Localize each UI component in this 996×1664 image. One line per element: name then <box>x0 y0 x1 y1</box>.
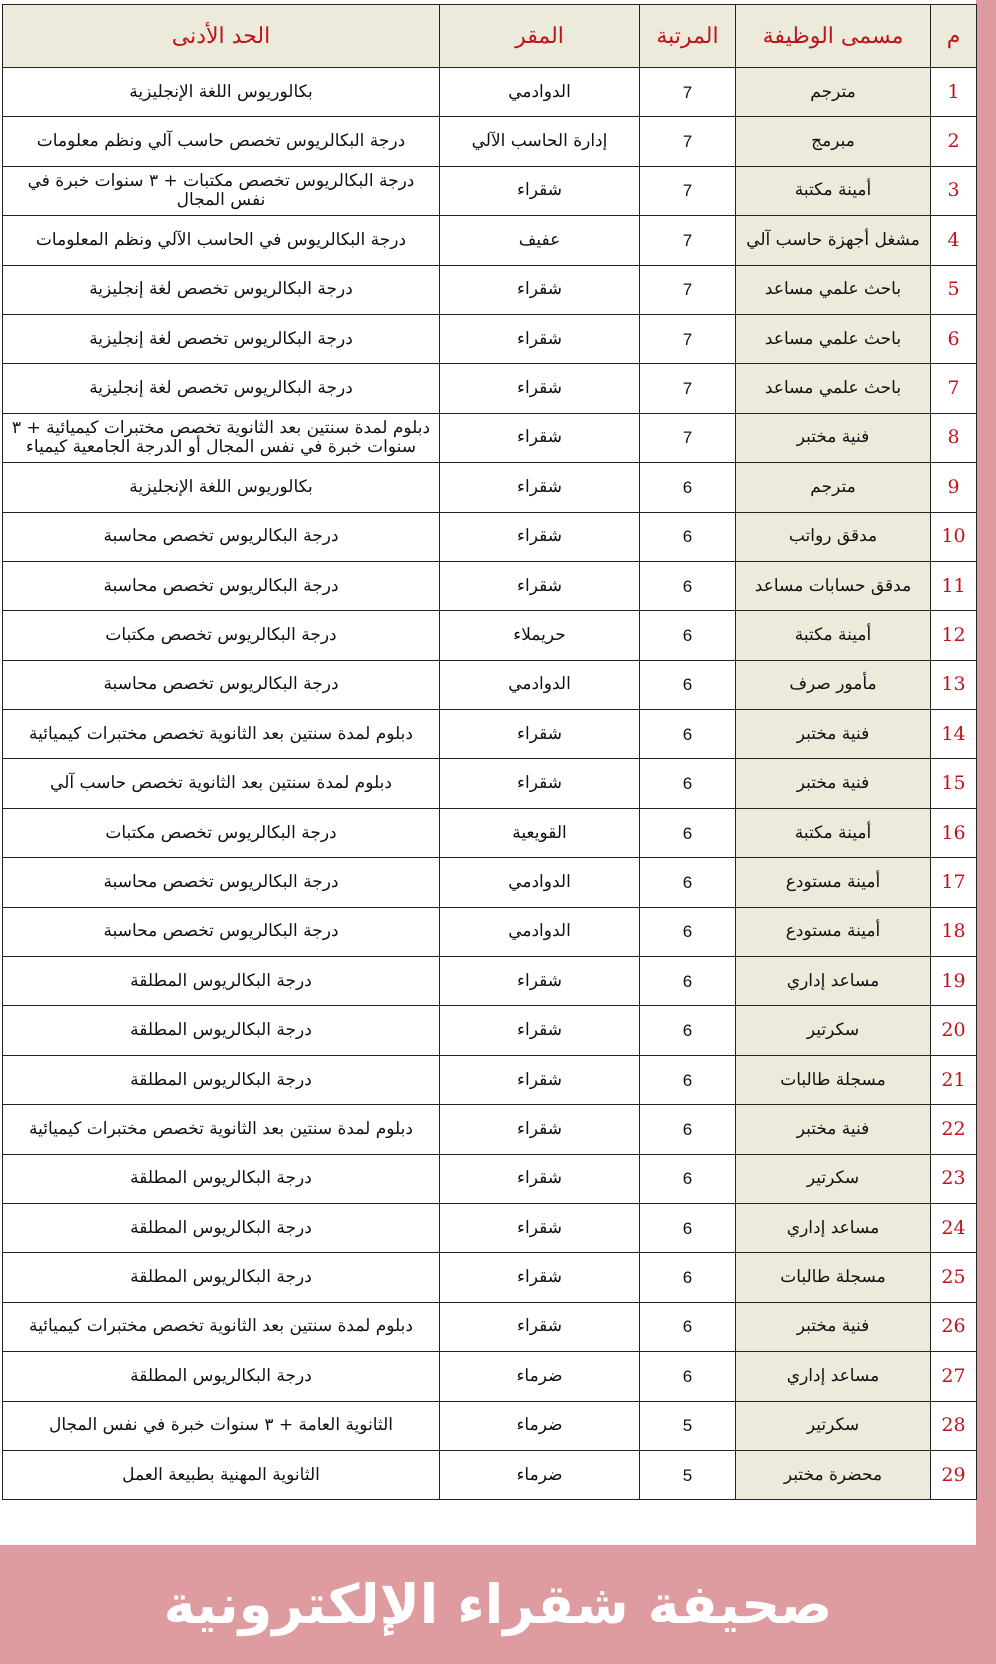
cell-num: 15 <box>931 759 977 808</box>
cell-job-title: مشغل أجهزة حاسب آلي <box>736 216 931 265</box>
cell-job-title: مدقق حسابات مساعد <box>736 561 931 610</box>
cell-location: شقراء <box>440 1006 640 1055</box>
cell-num: 9 <box>931 463 977 512</box>
table-row <box>3 1302 977 1351</box>
cell-location: عفيف <box>440 216 640 265</box>
cell-num: 29 <box>931 1450 977 1499</box>
cell-num: 2 <box>931 117 977 166</box>
cell-location: شقراء <box>440 710 640 759</box>
table-row <box>3 1203 977 1252</box>
table-row <box>3 710 977 759</box>
cell-minimum-requirement: درجة البكالريوس تخصص لغة إنجليزية <box>3 265 440 314</box>
cell-job-title: سكرتير <box>736 1401 931 1450</box>
cell-num: 10 <box>931 512 977 561</box>
table-header-row <box>3 5 977 68</box>
cell-location: شقراء <box>440 1203 640 1252</box>
cell-rank: 6 <box>640 1055 736 1104</box>
cell-job-title: سكرتير <box>736 1154 931 1203</box>
cell-rank: 6 <box>640 463 736 512</box>
cell-job-title: مأمور صرف <box>736 660 931 709</box>
cell-location: الدوادمي <box>440 858 640 907</box>
header-rank: المرتبة <box>640 5 736 68</box>
cell-job-title: مدقق رواتب <box>736 512 931 561</box>
cell-num: 8 <box>931 413 977 462</box>
table-row <box>3 907 977 956</box>
table-row <box>3 660 977 709</box>
cell-minimum-requirement: درجة البكالريوس تخصص محاسبة <box>3 907 440 956</box>
cell-rank: 7 <box>640 117 736 166</box>
cell-job-title: مبرمج <box>736 117 931 166</box>
header-location: المقر <box>440 5 640 68</box>
cell-num: 18 <box>931 907 977 956</box>
table-row <box>3 1006 977 1055</box>
cell-job-title: مساعد إداري <box>736 957 931 1006</box>
table-row <box>3 314 977 363</box>
cell-minimum-requirement: درجة البكالريوس تخصص لغة إنجليزية <box>3 364 440 413</box>
cell-location: ضرماء <box>440 1450 640 1499</box>
cell-location: القويعية <box>440 808 640 857</box>
cell-location: شقراء <box>440 1302 640 1351</box>
cell-num: 22 <box>931 1105 977 1154</box>
cell-job-title: أمينة مستودع <box>736 907 931 956</box>
header-num: م <box>931 5 977 68</box>
cell-rank: 6 <box>640 710 736 759</box>
cell-location: شقراء <box>440 364 640 413</box>
cell-job-title: فنية مختبر <box>736 1302 931 1351</box>
table-row <box>3 68 977 117</box>
cell-location: شقراء <box>440 561 640 610</box>
table-row <box>3 364 977 413</box>
table-row <box>3 957 977 1006</box>
table-row <box>3 759 977 808</box>
cell-rank: 6 <box>640 759 736 808</box>
cell-minimum-requirement: درجة البكالريوس المطلقة <box>3 1006 440 1055</box>
cell-rank: 6 <box>640 611 736 660</box>
cell-location: شقراء <box>440 512 640 561</box>
cell-minimum-requirement: درجة البكالريوس المطلقة <box>3 1203 440 1252</box>
cell-job-title: باحث علمي مساعد <box>736 364 931 413</box>
cell-location: الدوادمي <box>440 907 640 956</box>
cell-location: شقراء <box>440 413 640 462</box>
cell-rank: 7 <box>640 364 736 413</box>
cell-rank: 7 <box>640 216 736 265</box>
cell-num: 25 <box>931 1253 977 1302</box>
cell-job-title: مساعد إداري <box>736 1352 931 1401</box>
cell-num: 4 <box>931 216 977 265</box>
cell-rank: 6 <box>640 1105 736 1154</box>
pink-side-border <box>976 0 996 1545</box>
cell-num: 20 <box>931 1006 977 1055</box>
cell-rank: 6 <box>640 660 736 709</box>
cell-rank: 6 <box>640 512 736 561</box>
table-row <box>3 512 977 561</box>
cell-rank: 6 <box>640 1154 736 1203</box>
cell-location: شقراء <box>440 1154 640 1203</box>
header-minimum-requirement: الحد الأدنى <box>3 5 440 68</box>
cell-location: شقراء <box>440 463 640 512</box>
cell-minimum-requirement: درجة البكالريوس تخصص محاسبة <box>3 512 440 561</box>
cell-location: شقراء <box>440 314 640 363</box>
cell-location: شقراء <box>440 1105 640 1154</box>
cell-minimum-requirement: درجة البكالريوس تخصص لغة إنجليزية <box>3 314 440 363</box>
cell-job-title: سكرتير <box>736 1006 931 1055</box>
cell-job-title: فنية مختبر <box>736 413 931 462</box>
cell-num: 13 <box>931 660 977 709</box>
cell-location: شقراء <box>440 265 640 314</box>
cell-rank: 5 <box>640 1450 736 1499</box>
cell-location: ضرماء <box>440 1352 640 1401</box>
cell-job-title: أمينة مكتبة <box>736 166 931 215</box>
cell-minimum-requirement: الثانوية المهنية بطبيعة العمل <box>3 1450 440 1499</box>
cell-job-title: فنية مختبر <box>736 1105 931 1154</box>
table-row <box>3 1154 977 1203</box>
cell-job-title: مسجلة طالبات <box>736 1055 931 1104</box>
table-row <box>3 1352 977 1401</box>
table-row <box>3 1105 977 1154</box>
cell-rank: 6 <box>640 1253 736 1302</box>
cell-job-title: فنية مختبر <box>736 710 931 759</box>
cell-num: 23 <box>931 1154 977 1203</box>
cell-minimum-requirement: درجة البكالريوس تخصص حاسب آلي ونظم معلومات <box>3 117 440 166</box>
cell-num: 16 <box>931 808 977 857</box>
table-row <box>3 463 977 512</box>
table-row <box>3 561 977 610</box>
table-row <box>3 858 977 907</box>
cell-minimum-requirement: دبلوم لمدة سنتين بعد الثانوية تخصص مختبرات كيميائية + ٣ سنوات خبرة في نفس المجال أو الدرجة الجامعية كيمياء <box>3 413 440 462</box>
cell-minimum-requirement: دبلوم لمدة سنتين بعد الثانوية تخصص حاسب آلي <box>3 759 440 808</box>
cell-rank: 7 <box>640 413 736 462</box>
cell-rank: 7 <box>640 166 736 215</box>
cell-location: شقراء <box>440 957 640 1006</box>
cell-job-title: مسجلة طالبات <box>736 1253 931 1302</box>
cell-minimum-requirement: بكالوريوس اللغة الإنجليزية <box>3 68 440 117</box>
cell-job-title: أمينة مستودع <box>736 858 931 907</box>
cell-job-title: فنية مختبر <box>736 759 931 808</box>
cell-rank: 6 <box>640 1006 736 1055</box>
cell-num: 1 <box>931 68 977 117</box>
cell-num: 3 <box>931 166 977 215</box>
cell-job-title: باحث علمي مساعد <box>736 314 931 363</box>
cell-rank: 5 <box>640 1401 736 1450</box>
cell-minimum-requirement: درجة البكالريوس المطلقة <box>3 957 440 1006</box>
cell-location: شقراء <box>440 166 640 215</box>
footer-newspaper-name: صحيفة شقراء الإلكترونية <box>163 1573 833 1636</box>
cell-minimum-requirement: درجة البكالريوس المطلقة <box>3 1055 440 1104</box>
cell-job-title: أمينة مكتبة <box>736 808 931 857</box>
cell-location: إدارة الحاسب الآلي <box>440 117 640 166</box>
cell-location: ضرماء <box>440 1401 640 1450</box>
cell-rank: 6 <box>640 957 736 1006</box>
cell-num: 6 <box>931 314 977 363</box>
cell-rank: 6 <box>640 858 736 907</box>
cell-num: 5 <box>931 265 977 314</box>
cell-job-title: محضرة مختبر <box>736 1450 931 1499</box>
cell-location: شقراء <box>440 759 640 808</box>
cell-minimum-requirement: درجة البكالريوس المطلقة <box>3 1352 440 1401</box>
cell-minimum-requirement: دبلوم لمدة سنتين بعد الثانوية تخصص مختبرات كيميائية <box>3 710 440 759</box>
jobs-table <box>2 4 977 1500</box>
cell-rank: 7 <box>640 265 736 314</box>
cell-minimum-requirement: درجة البكالريوس تخصص محاسبة <box>3 660 440 709</box>
cell-num: 21 <box>931 1055 977 1104</box>
cell-minimum-requirement: درجة البكالريوس في الحاسب الآلي ونظم المعلومات <box>3 216 440 265</box>
table-row <box>3 1253 977 1302</box>
cell-rank: 6 <box>640 561 736 610</box>
cell-rank: 7 <box>640 314 736 363</box>
cell-rank: 6 <box>640 1352 736 1401</box>
table-row <box>3 413 977 462</box>
header-job-title: مسمى الوظيفة <box>736 5 931 68</box>
cell-num: 17 <box>931 858 977 907</box>
table-row <box>3 166 977 215</box>
cell-rank: 6 <box>640 808 736 857</box>
cell-minimum-requirement: بكالوريوس اللغة الإنجليزية <box>3 463 440 512</box>
table-row <box>3 1055 977 1104</box>
cell-location: شقراء <box>440 1055 640 1104</box>
cell-location: شقراء <box>440 1253 640 1302</box>
cell-location: الدوادمي <box>440 660 640 709</box>
cell-minimum-requirement: دبلوم لمدة سنتين بعد الثانوية تخصص مختبرات كيميائية <box>3 1302 440 1351</box>
cell-job-title: مساعد إداري <box>736 1203 931 1252</box>
cell-job-title: أمينة مكتبة <box>736 611 931 660</box>
cell-rank: 6 <box>640 907 736 956</box>
table-row <box>3 1450 977 1499</box>
cell-minimum-requirement: درجة البكالريوس تخصص مكتبات + ٣ سنوات خبرة في نفس المجال <box>3 166 440 215</box>
cell-job-title: مترجم <box>736 68 931 117</box>
cell-num: 12 <box>931 611 977 660</box>
cell-num: 26 <box>931 1302 977 1351</box>
cell-num: 7 <box>931 364 977 413</box>
table-body <box>3 68 977 1500</box>
cell-rank: 6 <box>640 1203 736 1252</box>
cell-rank: 7 <box>640 68 736 117</box>
cell-minimum-requirement: درجة البكالريوس تخصص محاسبة <box>3 561 440 610</box>
cell-job-title: مترجم <box>736 463 931 512</box>
cell-num: 14 <box>931 710 977 759</box>
cell-minimum-requirement: الثانوية العامة + ٣ سنوات خبرة في نفس المجال <box>3 1401 440 1450</box>
cell-minimum-requirement: درجة البكالريوس تخصص مكتبات <box>3 808 440 857</box>
table-row <box>3 265 977 314</box>
table-row <box>3 216 977 265</box>
cell-location: حريملاء <box>440 611 640 660</box>
cell-minimum-requirement: دبلوم لمدة سنتين بعد الثانوية تخصص مختبرات كيميائية <box>3 1105 440 1154</box>
cell-minimum-requirement: درجة البكالريوس تخصص مكتبات <box>3 611 440 660</box>
cell-num: 28 <box>931 1401 977 1450</box>
cell-num: 27 <box>931 1352 977 1401</box>
jobs-table-container <box>2 4 976 1500</box>
footer-banner <box>0 1545 996 1664</box>
cell-location: الدوادمي <box>440 68 640 117</box>
cell-minimum-requirement: درجة البكالريوس تخصص محاسبة <box>3 858 440 907</box>
cell-minimum-requirement: درجة البكالريوس المطلقة <box>3 1253 440 1302</box>
cell-minimum-requirement: درجة البكالريوس المطلقة <box>3 1154 440 1203</box>
cell-job-title: باحث علمي مساعد <box>736 265 931 314</box>
table-row <box>3 611 977 660</box>
cell-num: 11 <box>931 561 977 610</box>
table-row <box>3 117 977 166</box>
table-row <box>3 1401 977 1450</box>
cell-num: 24 <box>931 1203 977 1252</box>
cell-num: 19 <box>931 957 977 1006</box>
cell-rank: 6 <box>640 1302 736 1351</box>
table-row <box>3 808 977 857</box>
